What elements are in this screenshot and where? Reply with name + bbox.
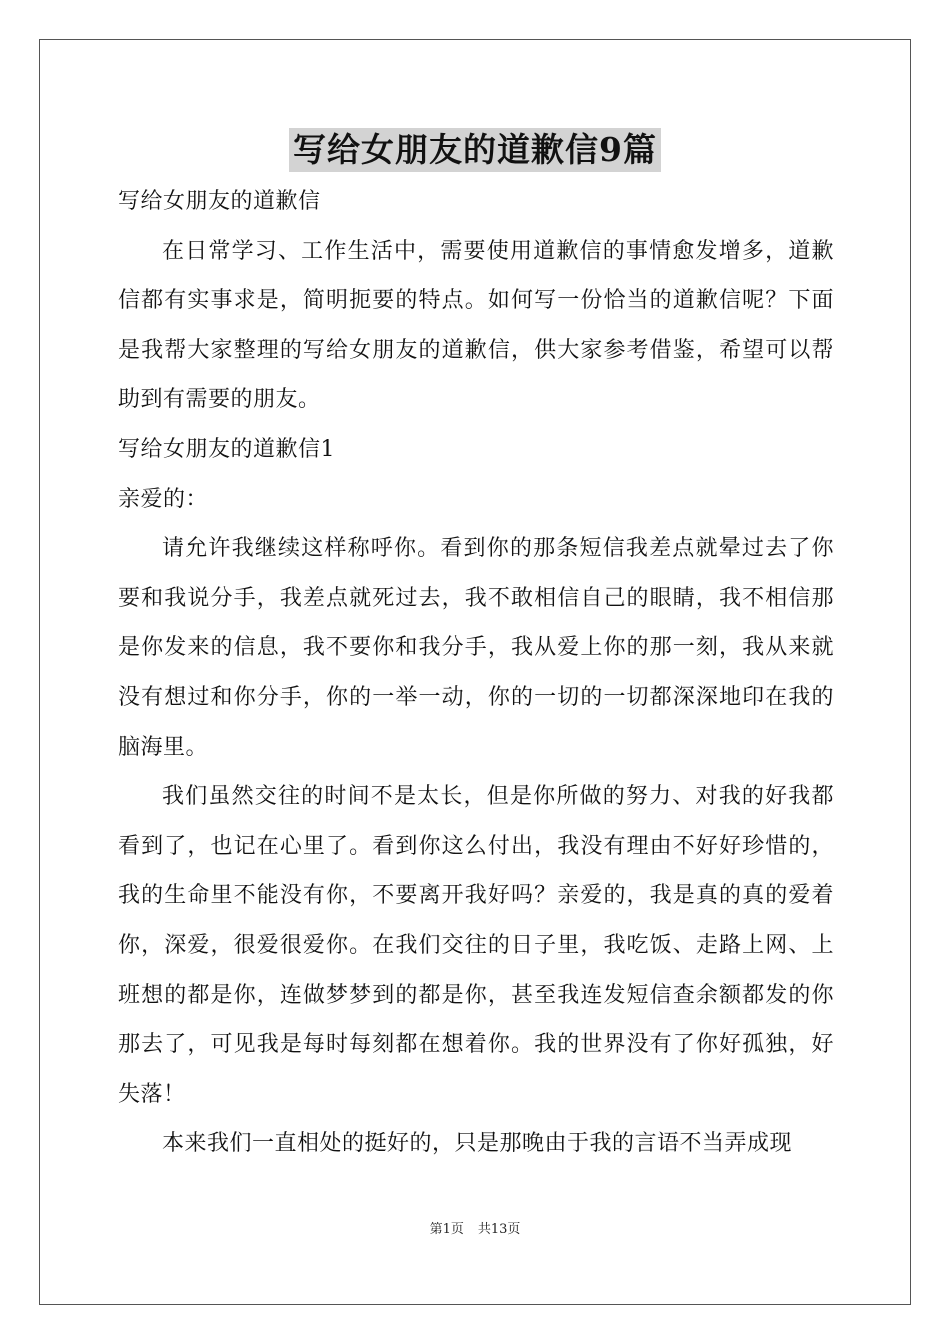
paragraph: 在日常学习、工作生活中，需要使用道歉信的事情愈发增多，道歉信都有实事求是，简明扼要的特点。如何写一份恰当的道歉信呢？下面是我帮大家整理的写给女朋友的道歉信，供大家参考借鉴，希望可以帮助到有需要的朋友。 [118,238,834,413]
document-title: 写给女朋友的道歉信9篇 [289,128,661,172]
page-total: 共13页 [477,1222,521,1237]
paragraph: 请允许我继续这样称呼你。看到你的那条短信我差点就晕过去了你要和我说分手，我差点就死过去，我不敢相信自己的眼睛，我不相信那是你发来的信息，我不要你和我分手，我从爱上你的那一刻，我从来就没有想过和你分手，你的一举一动，你的一切的一切都深深地印在我的脑海里。 [118,536,834,760]
paragraph: 本来我们一直相处的挺好的，只是那晚由于我的言语不当弄成现 [162,1131,793,1157]
paragraph: 我们虽然交往的时间不是太长，但是你所做的努力、对我的好我都看到了，也记在心里了。看到你这么付出，我没有理由不好好珍惜的，我的生命里不能没有你，不要离开我好吗？亲爱的，我是真的真的爱着你，深爱，很爱很爱你。在我们交往的日子里，我吃饭、走路上网、上班想的都是你，连做梦梦到的都是你，甚至我连发短信查余额都发的你那去了，可见我是每时每刻都在想着你。我的世界没有了你好孤独，好失落！ [118,784,834,1107]
paragraph: 亲爱的： [118,486,209,512]
paragraph: 写给女朋友的道歉信1 [118,436,335,462]
document-body [118,177,834,1169]
paragraph: 写给女朋友的道歉信 [118,189,321,214]
title-wrap [0,128,950,172]
page-number: 第1页 [429,1222,464,1237]
page-footer [0,1221,950,1239]
